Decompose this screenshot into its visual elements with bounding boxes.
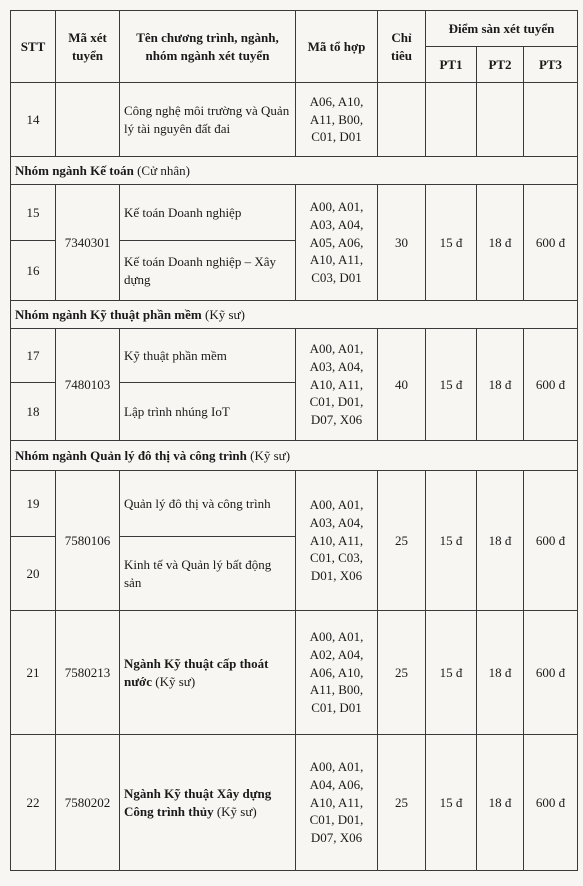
program-name: Lập trình nhúng IoT [120, 383, 296, 441]
group-title-cell [11, 301, 578, 329]
pt2-cell: 18 đ [477, 611, 524, 735]
header-row [11, 11, 578, 47]
header-ma-to-hop: Mã tổ hợp [296, 11, 378, 83]
group-row [11, 441, 578, 471]
pt3-cell: 600 đ [524, 185, 578, 301]
program-name: Kế toán Doanh nghiệp [120, 185, 296, 241]
pt3-cell: 600 đ [524, 471, 578, 611]
header-pt3: PT3 [524, 47, 578, 83]
stt-cell: 16 [11, 241, 56, 301]
table-row [11, 185, 578, 241]
quota-cell: 40 [378, 329, 426, 441]
combo-cell: A06, A10, A11, B00, C01, D01 [296, 83, 378, 157]
program-name-cell [120, 611, 296, 735]
program-name: Kế toán Doanh nghiệp – Xây dựng [120, 241, 296, 301]
program-name-cell [120, 735, 296, 871]
quota-cell [378, 83, 426, 157]
pt1-cell: 15 đ [426, 611, 477, 735]
pt1-cell: 15 đ [426, 329, 477, 441]
pt1-cell: 15 đ [426, 471, 477, 611]
table-row [11, 471, 578, 537]
group-suffix: (Kỹ sư) [205, 306, 245, 322]
pt1-cell: 15 đ [426, 185, 477, 301]
program-suffix: (Kỹ sư) [216, 803, 257, 819]
quota-cell: 25 [378, 611, 426, 735]
header-diem-san: Điểm sàn xét tuyển [426, 11, 578, 47]
header-ma-xet-tuyen: Mã xét tuyển [56, 11, 120, 83]
header-stt: STT [11, 11, 56, 83]
group-title-cell [11, 157, 578, 185]
stt-cell: 21 [11, 611, 56, 735]
code-cell: 7480103 [56, 329, 120, 441]
stt-cell: 14 [11, 83, 56, 157]
pt2-cell: 18 đ [477, 735, 524, 871]
stt-cell: 15 [11, 185, 56, 241]
pt2-cell [477, 83, 524, 157]
combo-cell: A00, A01, A03, A04, A10, A11, C01, C03, D01, X06 [296, 471, 378, 611]
code-cell: 7580202 [56, 735, 120, 871]
table-row [11, 735, 578, 871]
group-suffix: (Kỹ sư) [250, 447, 291, 463]
program-name: Ngành Kỹ thuật Xây dựng Công trình thủy [124, 785, 272, 819]
program-name: Công nghệ môi trường và Quản lý tài nguyên đất đai [120, 83, 296, 157]
pt2-cell: 18 đ [477, 185, 524, 301]
pt1-cell [426, 83, 477, 157]
group-row [11, 301, 578, 329]
pt3-cell: 600 đ [524, 735, 578, 871]
pt3-cell [524, 83, 578, 157]
group-title-cell [11, 441, 578, 471]
program-name: Kinh tế và Quản lý bất động sản [120, 537, 296, 611]
quota-cell: 30 [378, 185, 426, 301]
program-name: Ngành Kỹ thuật cấp thoát nước [124, 655, 269, 689]
stt-cell: 18 [11, 383, 56, 441]
combo-cell: A00, A01, A04, A06, A10, A11, C01, D01, D07, X06 [296, 735, 378, 871]
admission-table [10, 10, 578, 871]
table-row [11, 83, 578, 157]
pt3-cell: 600 đ [524, 329, 578, 441]
code-cell [56, 83, 120, 157]
combo-cell: A00, A01, A03, A04, A10, A11, C01, D01, D07, X06 [296, 329, 378, 441]
header-pt1: PT1 [426, 47, 477, 83]
stt-cell: 19 [11, 471, 56, 537]
quota-cell: 25 [378, 471, 426, 611]
pt2-cell: 18 đ [477, 471, 524, 611]
code-cell: 7580106 [56, 471, 120, 611]
code-cell: 7340301 [56, 185, 120, 301]
program-name: Quản lý đô thị và công trình [120, 471, 296, 537]
header-chi-tieu: Chỉ tiêu [378, 11, 426, 83]
stt-cell: 17 [11, 329, 56, 383]
pt3-cell: 600 đ [524, 611, 578, 735]
pt1-cell: 15 đ [426, 735, 477, 871]
header-ten-chuong-trinh: Tên chương trình, ngành, nhóm ngành xét tuyển [120, 11, 296, 83]
quota-cell: 25 [378, 735, 426, 871]
stt-cell: 22 [11, 735, 56, 871]
group-suffix: (Cử nhân) [137, 162, 190, 178]
combo-cell: A00, A01, A02, A04, A06, A10, A11, B00, C01, D01 [296, 611, 378, 735]
program-name: Kỹ thuật phần mềm [120, 329, 296, 383]
table-row [11, 611, 578, 735]
group-title: Nhóm ngành Quản lý đô thị và công trình [15, 447, 247, 463]
stt-cell: 20 [11, 537, 56, 611]
table-row [11, 329, 578, 383]
program-suffix: (Kỹ sư) [155, 673, 196, 689]
group-title: Nhóm ngành Kỹ thuật phần mềm [15, 306, 202, 322]
group-title: Nhóm ngành Kế toán [15, 162, 134, 178]
code-cell: 7580213 [56, 611, 120, 735]
pt2-cell: 18 đ [477, 329, 524, 441]
combo-cell: A00, A01, A03, A04, A05, A06, A10, A11, C03, D01 [296, 185, 378, 301]
header-pt2: PT2 [477, 47, 524, 83]
group-row [11, 157, 578, 185]
